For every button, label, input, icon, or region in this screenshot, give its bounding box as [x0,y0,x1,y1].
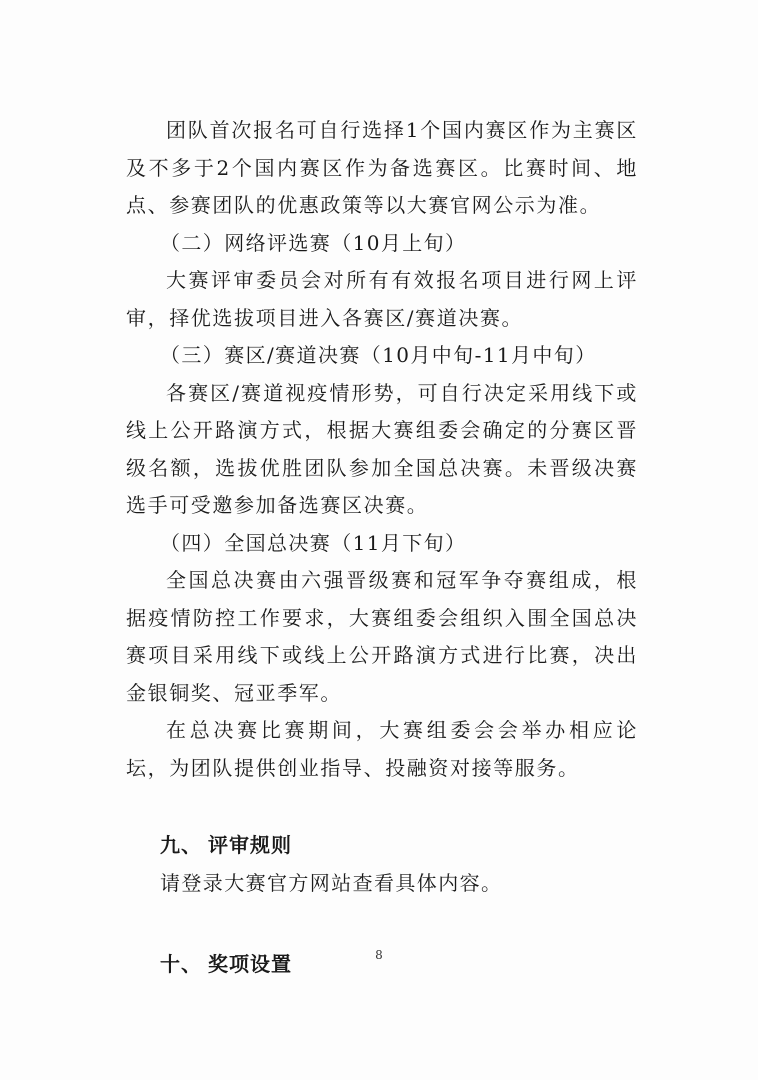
section-number: 十、 [160,952,202,976]
section-heading-review-rules [126,827,638,865]
subheading-regional-final: （三）赛区/赛道决赛（10月中旬-11月中旬） [160,343,597,367]
paragraph-registration-rest: 多于2个国内赛区作为备选赛区。比赛时间、地点、参赛团队的优惠政策等以大赛官网公示为准。 [126,155,639,217]
paragraph-review-rules: 请登录大赛官方网站查看具体内容。 [160,870,503,895]
page-number: 8 [375,948,383,962]
paragraph-online-selection: 大赛评审委员会对所有有效报名项目进行网上评审，择优选拔项目进入各赛区/赛道决赛。 [126,268,638,330]
paragraph-forum-services: 在总决赛比赛期间，大赛组委会会举办相应论坛，为团队提供创业指导、投融资对接等服务。 [126,718,638,780]
paragraph-regional-final: 各赛区/赛道视疫情形势，可自行决定采用线下或线上公开路演方式，根据大赛组委会确定的分赛区晋级名额，选拔优胜团队参加全国总决赛。未晋级决赛选手可受邀参加备选赛区决赛。 [126,380,638,517]
spacer [126,787,638,827]
subheading-national-final: （四）全国总决赛（11月下旬） [160,530,467,555]
subheading-online-selection: （二）网络评选赛（10月上旬） [160,230,467,255]
section-title: 奖项设置 [208,952,292,976]
section-number: 九、 [160,833,202,857]
paragraph-registration [126,112,638,225]
section-title: 评审规则 [208,833,292,857]
document-body [126,112,638,984]
paragraph-registration-line1: 团队首次报名可自行选择1个国内赛区作为主赛区及不 [126,118,638,180]
spacer [126,902,638,946]
paragraph-national-final: 全国总决赛由六强晋级赛和冠军争夺赛组成，根据疫情防控工作要求，大赛组委会组织入围全国总决赛项目采用线下或线上公开路演方式进行比赛，决出金银铜奖、冠亚季军。 [126,568,638,705]
